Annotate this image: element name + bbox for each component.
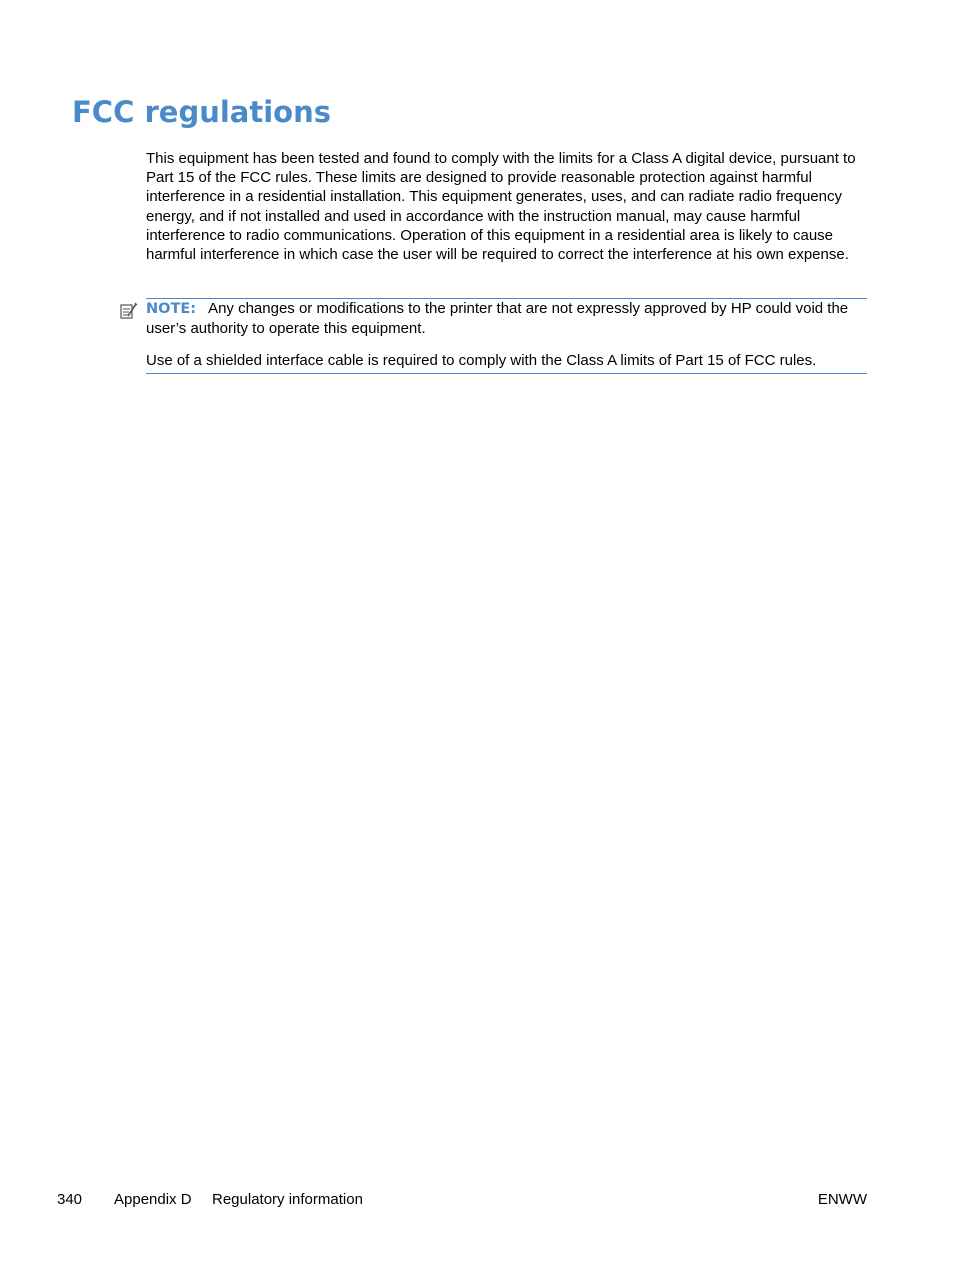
footer-appendix: Appendix D	[114, 1191, 192, 1208]
note-box	[146, 298, 867, 374]
footer-section-title: Regulatory information	[212, 1191, 363, 1208]
body-paragraph: This equipment has been tested and found to comply with the limits for a Class A digital device, pursuant to Part 15 of the FCC rules. These limits are designed to provide reasonable protection against harmful interference in a residential installation. This equipment generates, uses, and can radiate radio frequency energy, and if not installed and used in accordance with the instruction manual, may cause harmful interference to radio communications. Operation of this equipment in a residential area is likely to cause harmful interference in which case the user will be required to correct the interference at his own expense.	[146, 150, 856, 264]
footer-page-number: 340	[57, 1191, 83, 1208]
note-text	[146, 299, 867, 338]
note-pencil-icon	[119, 301, 139, 321]
note-label: NOTE:	[146, 301, 197, 317]
footer-locale: ENWW	[817, 1191, 867, 1208]
page-footer	[57, 1190, 867, 1212]
note-body: Any changes or modifications to the printer that are not expressly approved by HP could void the user’s authority to operate this equipment.	[146, 300, 849, 338]
note-shielded-cable-text: Use of a shielded interface cable is required to comply with the Class A limits of Part 15 of FCC rules.	[146, 352, 817, 369]
page-title: FCC regulations	[72, 95, 331, 129]
